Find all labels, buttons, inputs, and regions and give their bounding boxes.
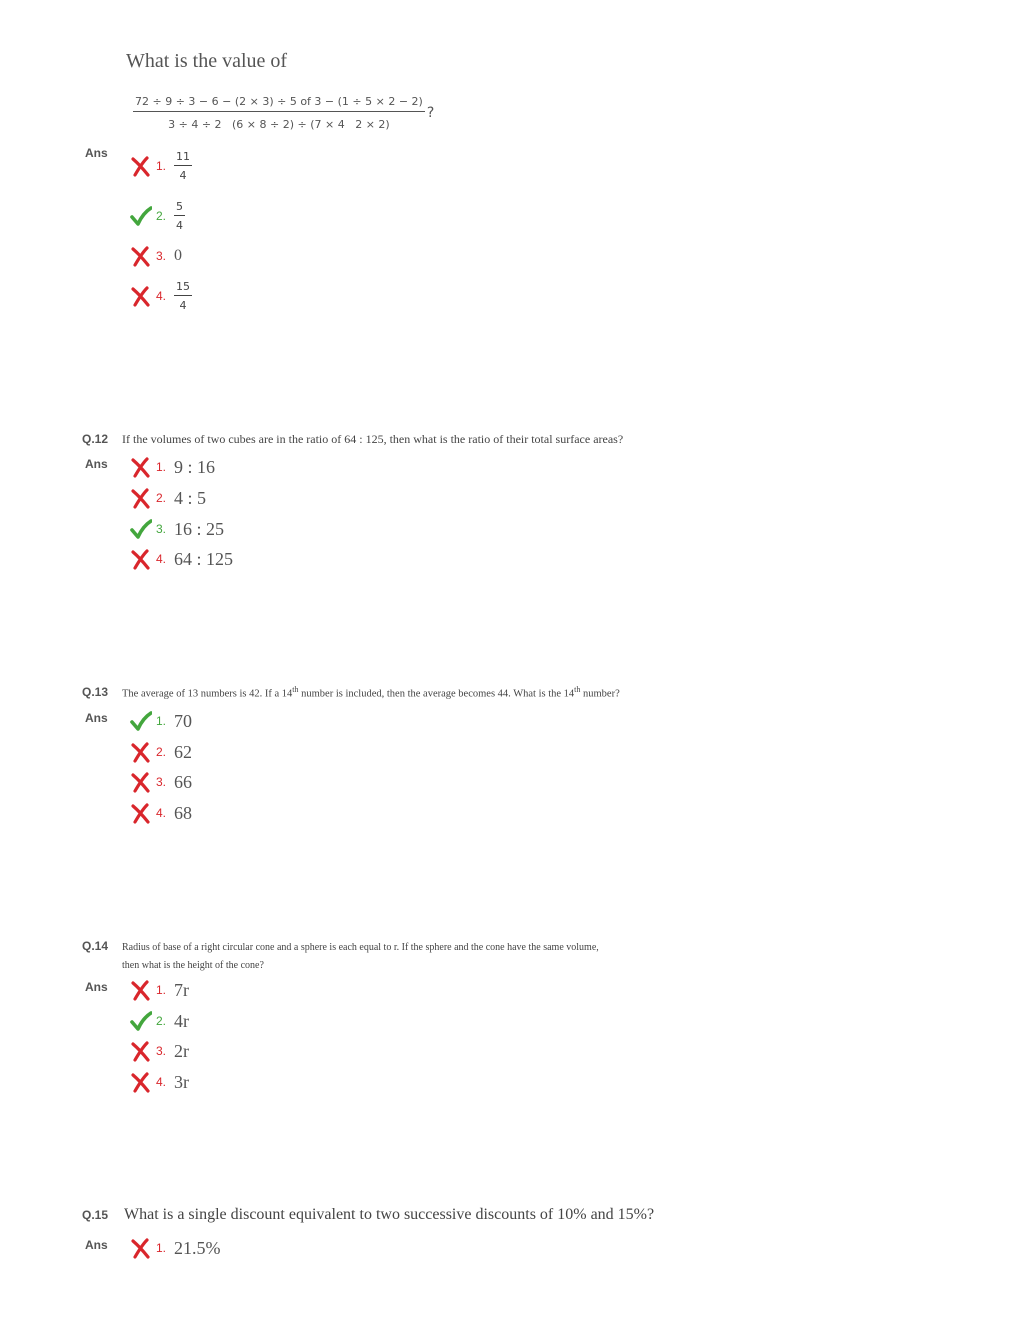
q12-option-1[interactable]	[130, 453, 215, 481]
q11-option-2[interactable]	[130, 199, 185, 232]
q11-option-1[interactable]	[130, 149, 192, 182]
cross-icon	[130, 1237, 152, 1259]
option-number: 1.	[156, 983, 167, 997]
option-number: 1.	[156, 460, 167, 474]
option-value: 16 : 25	[174, 518, 225, 539]
cross-icon	[130, 285, 152, 307]
cross-icon	[130, 155, 152, 177]
check-icon	[130, 710, 152, 732]
q14-text: Radius of base of a right circular cone and a sphere is each equal to r. If the sphere and the cone have the same volume, then what is the height of the cone?	[122, 942, 599, 971]
option-number: 3.	[156, 775, 167, 789]
cross-icon	[130, 456, 152, 478]
q11-heading: What is the value of	[126, 50, 288, 72]
option-value: 2r	[174, 1040, 189, 1061]
q13-text: The average of 13 numbers is 42. If a 14th number is included, then the average becomes 44. What is the 14th number?	[122, 685, 620, 700]
cross-icon	[130, 1040, 152, 1062]
cross-icon	[130, 802, 152, 824]
q11-ans-label: Ans	[85, 146, 108, 160]
q11-option-4[interactable]	[130, 279, 192, 312]
q12-option-3[interactable]	[130, 515, 224, 543]
q12-option-4[interactable]	[130, 545, 233, 573]
cross-icon	[130, 1071, 152, 1093]
option-value: 70	[174, 710, 192, 731]
option-value: 9 : 16	[174, 456, 216, 477]
q11-denominator: 3 ÷ 4 ÷ 2 (6 × 8 ÷ 2) ÷ (7 × 4 2 × 2)	[168, 118, 390, 131]
option-number: 3.	[156, 249, 167, 263]
option-number: 1.	[156, 159, 167, 173]
q13-option-2[interactable]	[130, 738, 192, 766]
option-value: 64 : 125	[174, 548, 234, 569]
q12-ans-label: Ans	[85, 457, 108, 471]
q15-ans-label: Ans	[85, 1238, 108, 1252]
check-icon	[130, 205, 152, 227]
cross-icon	[130, 771, 152, 793]
option-number: 2.	[156, 745, 167, 759]
q11-option-3[interactable]	[130, 242, 182, 270]
cross-icon	[130, 487, 152, 509]
q11-question-mark: ?	[426, 105, 435, 121]
option-number: 1.	[156, 1241, 167, 1255]
option-value: 68	[174, 802, 192, 823]
cross-icon	[130, 245, 152, 267]
q13-option-3[interactable]	[130, 768, 192, 796]
q13-option-4[interactable]	[130, 799, 192, 827]
q14-option-4[interactable]	[130, 1068, 189, 1096]
q14-ans-label: Ans	[85, 980, 108, 994]
q12-number: Q.12	[82, 432, 109, 446]
option-number: 4.	[156, 552, 167, 566]
cross-icon	[130, 979, 152, 1001]
option-number: 4.	[156, 806, 167, 820]
option-number: 4.	[156, 289, 167, 303]
option-value: 4 : 5	[174, 487, 207, 508]
option-number: 2.	[156, 1014, 167, 1028]
q11-expression	[133, 92, 434, 131]
q14-option-1[interactable]	[130, 976, 189, 1004]
fraction: $\frac{11}{4}$	[176, 149, 190, 182]
q13-number: Q.13	[82, 685, 109, 699]
option-value: 7r	[174, 979, 189, 1000]
option-value: 62	[174, 741, 192, 762]
fraction: $\frac{15}{4}$	[176, 279, 190, 312]
q15-number: Q.15	[82, 1208, 109, 1222]
check-icon	[130, 518, 152, 540]
option-number: 3.	[156, 522, 167, 536]
q12-option-2[interactable]	[130, 484, 206, 512]
option-value: 4r	[174, 1010, 189, 1031]
q14-number: Q.14	[82, 939, 109, 953]
q11-numerator: 72 ÷ 9 ÷ 3 − 6 − (2 × 3) ÷ 5 of 3 − (1 ÷ 5 × 2 − 2)	[133, 95, 425, 112]
fraction: $\frac{5}{4}$	[176, 199, 183, 232]
check-icon	[130, 1010, 152, 1032]
option-value: 0	[174, 247, 182, 264]
option-value: 21.5%	[174, 1237, 221, 1258]
q15-text: What is a single discount equivalent to two successive discounts of 10% and 15%?	[124, 1206, 655, 1223]
q14-option-2[interactable]	[130, 1007, 189, 1035]
q14-option-3[interactable]	[130, 1037, 189, 1065]
option-number: 2.	[156, 209, 167, 223]
option-number: 2.	[156, 491, 167, 505]
q12-text: If the volumes of two cubes are in the ratio of 64 : 125, then what is the ratio of their total surface areas?	[122, 432, 624, 446]
cross-icon	[130, 548, 152, 570]
option-value: 66	[174, 771, 192, 792]
option-number: 1.	[156, 714, 167, 728]
q13-option-1[interactable]	[130, 707, 192, 735]
q13-ans-label: Ans	[85, 711, 108, 725]
cross-icon	[130, 741, 152, 763]
q15-option-1[interactable]	[130, 1234, 221, 1262]
option-number: 4.	[156, 1075, 167, 1089]
option-number: 3.	[156, 1044, 167, 1058]
option-value: 3r	[174, 1071, 189, 1092]
